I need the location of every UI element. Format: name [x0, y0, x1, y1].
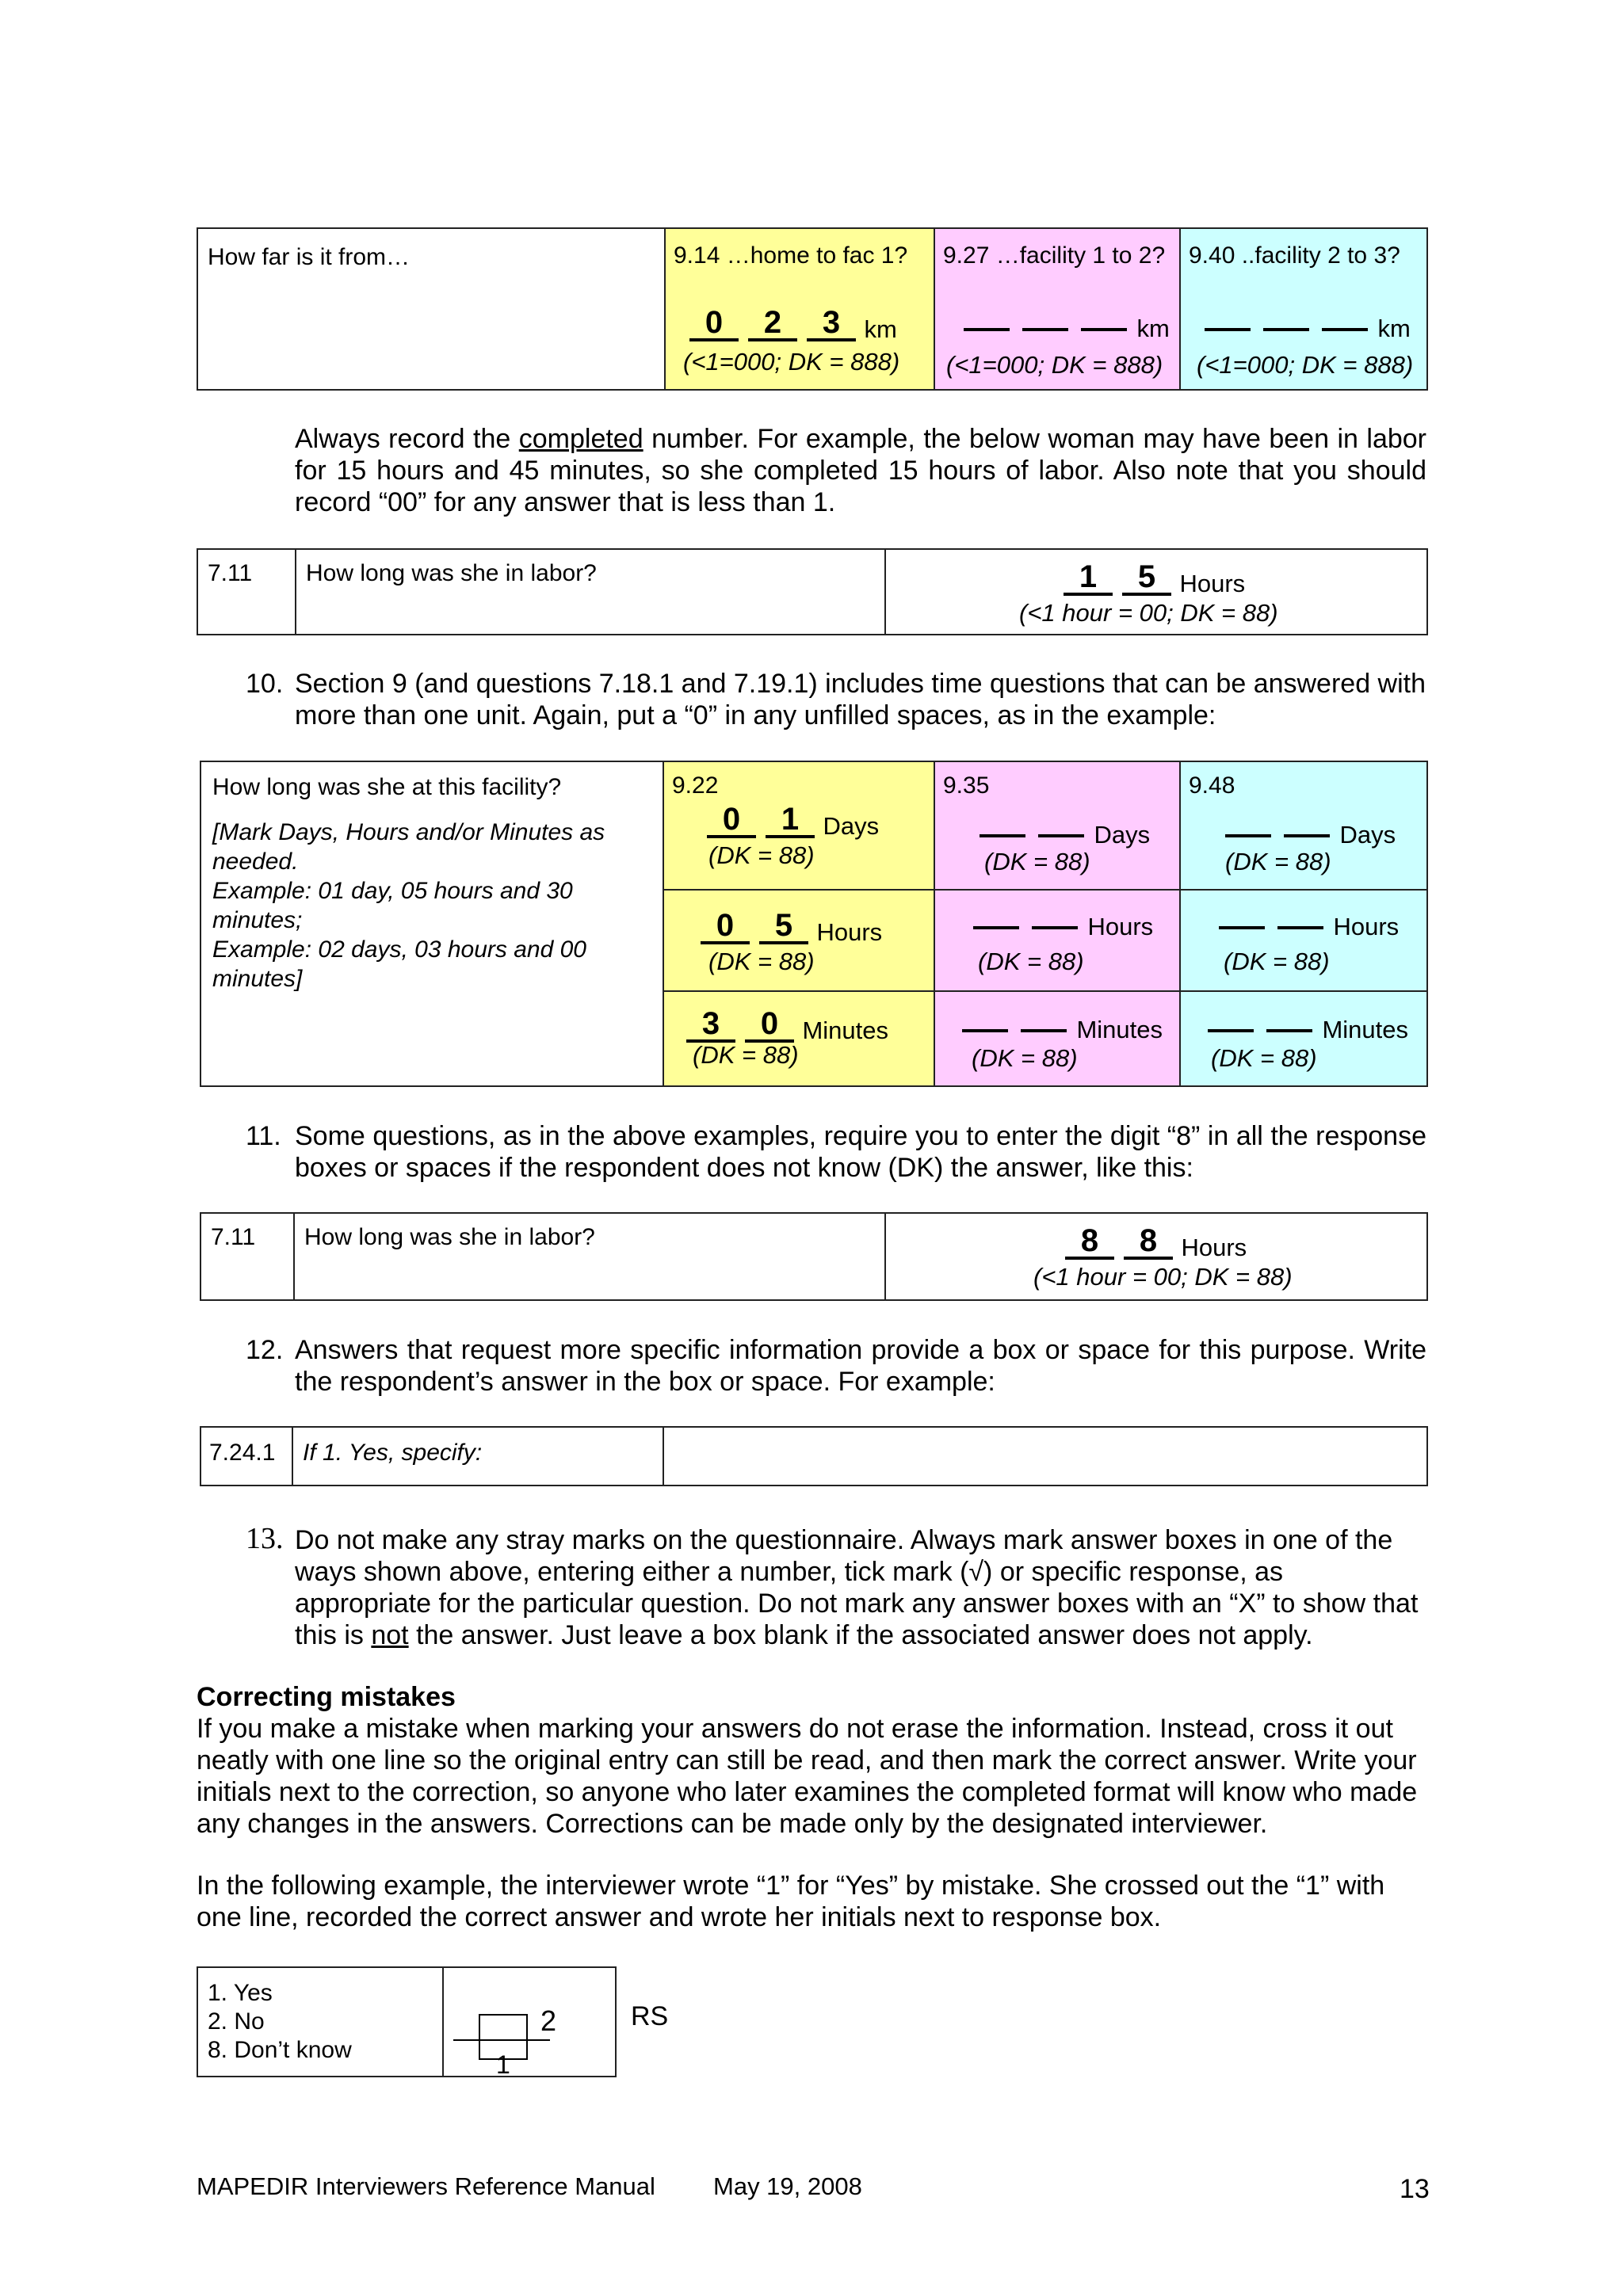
days-digit-1: 0	[707, 803, 756, 838]
facility-col2-minutes-cell[interactable]	[934, 991, 1180, 1086]
blank-slot	[964, 326, 1010, 331]
distance-digit-3: 3	[807, 307, 856, 341]
blank-slot	[1032, 925, 1078, 929]
facility-col3-hours-cell[interactable]	[1180, 890, 1427, 991]
minutes-digit-1: 3	[686, 1008, 735, 1043]
dk-note: (DK = 88)	[1225, 848, 1331, 875]
labor2-answer-cell	[885, 1213, 1427, 1300]
labor1-code-cell	[197, 549, 296, 635]
interviewer-initials: RS	[631, 2001, 669, 2031]
correcting-para-1: If you make a mistake when marking your answers do not erase the information. Instead, cross it out neatly with one line so the original entry can still be read, and then mark the correct answer. Write your initials next to the correction, so anyone who later examines the completed format will know who made any changes in the answers. Corrections can be made only by the designated interviewer.	[197, 1714, 1418, 1839]
page-number: 13	[1400, 2174, 1430, 2204]
specify-answer-field[interactable]	[663, 1427, 1427, 1486]
blank-slot	[1038, 833, 1084, 837]
distance-question: How far is it from…	[208, 244, 411, 270]
corrected-value: 2	[540, 2004, 557, 2037]
labor2-code-cell	[200, 1213, 294, 1300]
distance-col1-header: 9.14 …home to fac 1?	[674, 242, 908, 269]
blank-slot	[1219, 925, 1265, 929]
item13-text-1: Do not make any stray marks on the questionnaire. Always mark answer boxes in one of the ways shown above, entering either a number, tick mark (√) or specific response, as appropriate for the particular question. Do not mark any answer boxes with an “X” to show that this is	[295, 1525, 1419, 1650]
specify-code-cell	[200, 1427, 292, 1486]
labor1-answer-cell	[885, 549, 1427, 635]
days-label: Days	[1339, 821, 1396, 849]
facility-col2-header: 9.35	[943, 772, 990, 799]
facility-col2-days	[973, 821, 1150, 849]
facility-col2-hours	[967, 913, 1153, 941]
hours-label: Hours	[816, 917, 883, 946]
blank-slot	[1022, 326, 1068, 331]
labor2-note: (<1 hour = 00; DK = 88)	[1033, 1263, 1293, 1291]
distance-question-cell	[197, 228, 665, 390]
distance-col3-note: (<1=000; DK = 888)	[1197, 351, 1414, 379]
specify-question: If 1. Yes, specify:	[303, 1440, 483, 1466]
facility-col2-minutes	[956, 1016, 1163, 1044]
labor2-unit: Hours	[1181, 1233, 1247, 1261]
minutes-label: Minutes	[1076, 1016, 1163, 1043]
facility-question: How long was she at this facility?	[212, 774, 562, 800]
hours-label: Hours	[1333, 913, 1400, 940]
footer-manual-title: MAPEDIR Interviewers Reference Manual	[197, 2172, 655, 2200]
blank-slot	[1322, 326, 1368, 331]
facility-question-cell	[200, 761, 663, 1086]
dk-note: (DK = 88)	[972, 1044, 1078, 1072]
crossed-out-value: 1	[496, 2050, 510, 2079]
blank-slot	[1263, 326, 1309, 331]
facility-col3-minutes-cell[interactable]	[1180, 991, 1427, 1086]
labor2-code: 7.11	[211, 1224, 256, 1250]
item13-underlined: not	[371, 1620, 409, 1650]
distance-digit-2: 2	[748, 307, 797, 341]
dk-note: (DK = 88)	[1211, 1044, 1317, 1072]
facility-col3-header: 9.48	[1189, 772, 1235, 799]
facility-col3-days-cell[interactable]	[1180, 761, 1427, 890]
specify-code: 7.24.1	[209, 1440, 276, 1466]
option-no: 2. No	[208, 2008, 265, 2035]
item10-text: Section 9 (and questions 7.18.1 and 7.19.1) includes time questions that can be answered with more than one unit. Again, put a “0” in any unfilled spaces, as in the example:	[295, 669, 1426, 730]
distance-table	[197, 227, 1428, 391]
blank-slot	[1208, 1028, 1254, 1032]
hours-digit-1: 0	[701, 910, 750, 944]
blank-slot	[1284, 833, 1330, 837]
blank-slot	[973, 925, 1019, 929]
facility-example-2: Example: 02 days, 03 hours and 00 minutes]	[212, 936, 586, 992]
days-label: Days	[1094, 821, 1151, 849]
item12-number: 12.	[246, 1335, 284, 1365]
hours-label: Hours	[1087, 913, 1154, 940]
labor1-note: (<1 hour = 00; DK = 88)	[1019, 599, 1278, 627]
facility-col1-days-cell	[663, 761, 934, 890]
hours-digit-2: 5	[759, 910, 808, 944]
correction-example-table	[197, 1966, 617, 2077]
para-completed-text-1: Always record the	[295, 424, 519, 454]
minutes-label: Minutes	[1322, 1016, 1408, 1043]
blank-slot	[1205, 326, 1251, 331]
specify-question-cell	[292, 1427, 663, 1486]
facility-col3-minutes	[1201, 1016, 1408, 1044]
facility-instructions: [Mark Days, Hours and/or Minutes as needed.	[212, 819, 605, 875]
labor-table-2	[200, 1212, 1428, 1301]
labor1-unit: Hours	[1179, 569, 1246, 597]
item10-number: 10.	[246, 669, 284, 699]
minutes-label: Minutes	[802, 1016, 888, 1044]
option-yes: 1. Yes	[208, 1980, 273, 2006]
dk-note: (DK = 88)	[1224, 948, 1330, 975]
dk-note: (DK = 88)	[708, 948, 815, 975]
blank-slot	[1225, 833, 1271, 837]
distance-col3-answer	[1198, 315, 1411, 343]
labor1-digit-2: 5	[1122, 561, 1171, 596]
distance-unit: km	[864, 315, 897, 343]
labor2-digit-1: 8	[1065, 1225, 1114, 1260]
item13-text-2: the answer. Just leave a box blank if the associated answer does not apply.	[408, 1620, 1313, 1650]
facility-col1-header: 9.22	[672, 772, 719, 799]
item12-text: Answers that request more specific information provide a box or space for this purpose. Write the respondent’s answer in the box or space. For example:	[295, 1335, 1426, 1397]
labor2-digit-2: 8	[1124, 1225, 1173, 1260]
facility-col3-days	[1219, 821, 1396, 849]
distance-col1-note: (<1=000; DK = 888)	[683, 348, 900, 376]
facility-col1-days	[702, 803, 879, 841]
facility-example-1: Example: 01 day, 05 hours and 30 minutes;	[212, 878, 573, 933]
days-label: Days	[823, 811, 880, 840]
item11-text: Some questions, as in the above examples, require you to enter the digit “8” in all the response boxes or spaces if the respondent does not know (DK) the answer, like this:	[295, 1121, 1426, 1183]
distance-col1-answer	[685, 307, 897, 344]
labor2-question: How long was she in labor?	[304, 1224, 595, 1250]
distance-col3-header: 9.40 ..facility 2 to 3?	[1189, 242, 1400, 269]
distance-col3-cell[interactable]	[1180, 228, 1427, 390]
distance-unit: km	[1377, 315, 1411, 342]
days-digit-2: 1	[766, 803, 815, 838]
facility-col1-hours	[696, 910, 882, 947]
distance-col1-cell	[665, 228, 934, 390]
footer-date: May 19, 2008	[713, 2172, 862, 2200]
example-options-cell	[197, 1967, 443, 2077]
dk-note: (DK = 88)	[984, 848, 1090, 875]
para-completed	[295, 423, 1426, 518]
para-completed-underlined: completed	[518, 424, 643, 454]
example-response-cell	[443, 1967, 616, 2077]
labor-table-1	[197, 548, 1428, 635]
facility-table	[200, 761, 1428, 1087]
labor2-question-cell	[294, 1213, 885, 1300]
item13-text	[295, 1524, 1426, 1651]
strikethrough-line	[453, 2039, 550, 2041]
distance-col2-note: (<1=000; DK = 888)	[946, 351, 1163, 379]
facility-col2-hours-cell[interactable]	[934, 890, 1180, 991]
labor1-digit-1: 1	[1064, 561, 1113, 596]
labor1-question-cell	[296, 549, 885, 635]
dk-note: (DK = 88)	[978, 948, 1084, 975]
specify-table	[200, 1426, 1428, 1486]
dk-note: (DK = 88)	[693, 1041, 799, 1069]
blank-slot	[962, 1028, 1008, 1032]
correcting-para-2: In the following example, the interviewer wrote “1” for “Yes” by mistake. She crossed out the “1” with one line, recorded the correct answer and wrote her initials next to response box.	[197, 1871, 1385, 1932]
labor1-question: How long was she in labor?	[306, 560, 597, 586]
labor1-answer	[1059, 561, 1245, 598]
item13-number: 13.	[246, 1522, 284, 1555]
dk-note: (DK = 88)	[708, 841, 815, 869]
distance-unit: km	[1136, 315, 1170, 342]
facility-col3-hours	[1212, 913, 1399, 941]
facility-col1-minutes	[682, 1008, 888, 1045]
distance-col2-answer	[957, 315, 1170, 343]
labor2-answer	[1060, 1225, 1247, 1262]
facility-col2-days-cell[interactable]	[934, 761, 1180, 890]
item11-number: 11.	[246, 1121, 281, 1151]
option-dont-know: 8. Don’t know	[208, 2037, 352, 2063]
distance-col2-cell[interactable]	[934, 228, 1180, 390]
correcting-heading: Correcting mistakes	[197, 1682, 456, 1712]
minutes-digit-2: 0	[745, 1008, 794, 1043]
para-completed-text-2: number. For example, the below woman may have been in labor for 15 hours and 45 minutes, so she completed 15 hours of labor. Also note that you should record “00” for any answer that is less than 1.	[295, 424, 1426, 517]
blank-slot	[1021, 1028, 1067, 1032]
facility-col1-hours-cell	[663, 890, 934, 991]
blank-slot	[1266, 1028, 1312, 1032]
facility-col1-minutes-cell	[663, 991, 934, 1086]
blank-slot	[1277, 925, 1323, 929]
distance-digit-1: 0	[689, 307, 739, 341]
labor1-code: 7.11	[208, 560, 253, 586]
blank-slot	[1081, 326, 1127, 331]
blank-slot	[980, 833, 1025, 837]
distance-col2-header: 9.27 …facility 1 to 2?	[943, 242, 1166, 269]
